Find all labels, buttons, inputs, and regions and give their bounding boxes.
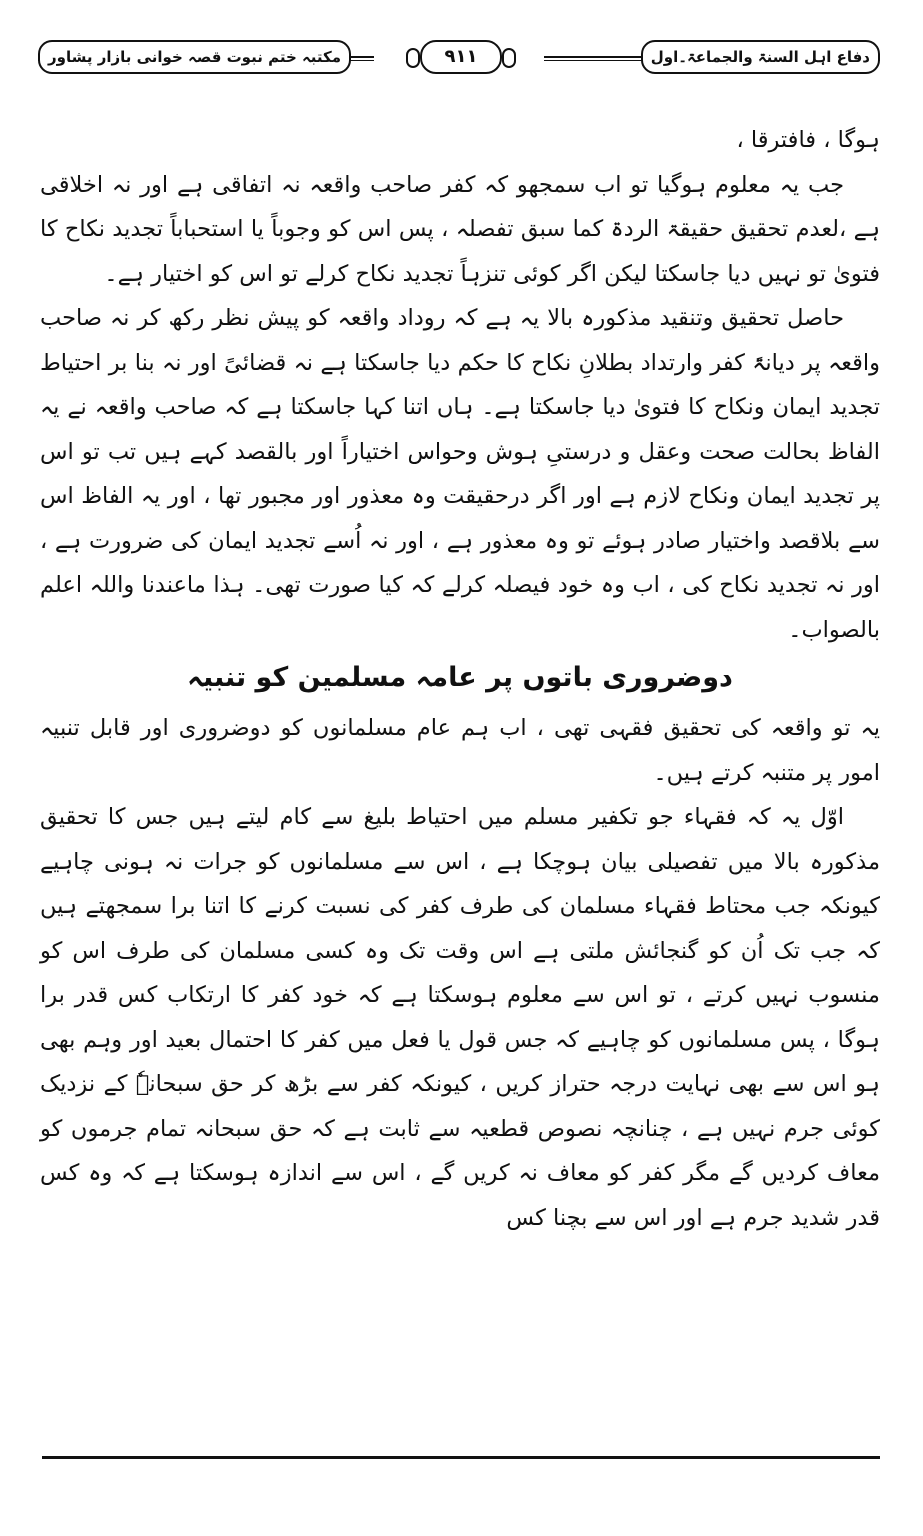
paragraph-2: جب یہ معلوم ہوگیا تو اب سمجھو کہ کفر صاحب واقعہ نہ اتفاقی ہے اور نہ اخلاقی ہے ،لعدم تحقیق حقیقۃ الردۃ کما سبق تفصلہ ، پس اس کو وجوباً یا استحباباً تجدید نکاح کا فتویٰ تو نہیں دیا جاسکتا لیکن اگر کوئی تنزہاً تجدید نکاح کرلے تو اس کو اختیار ہے۔ [40, 171, 880, 287]
footer-rule [42, 1456, 880, 1459]
section-heading: دوضروری باتوں پر عامہ مسلمین کو تنبیہ [187, 662, 733, 693]
publisher-title: مکتبہ ختم نبوت قصہ خوانی بازار پشاور [38, 40, 351, 74]
page-body [40, 118, 880, 1240]
book-title: دفاع اہل السنۃ والجماعۃ۔اول [641, 40, 880, 74]
paragraph-3: حاصل تحقیق وتنقید مذکورہ بالا یہ ہے کہ روداد واقعہ کو پیش نظر رکھ کر نہ صاحب واقعہ پر دیانۃً کفر وارتداد بطلانِ نکاح کا حکم دیا جاسکتا ہے نہ قضائیً اور نہ بنا بر احتیاط تجدید ایمان ونکاح کا فتویٰ دیا جاسکتا ہے۔ ہاں اتنا کہا جاسکتا ہے کہ صاحب واقعہ نے یہ الفاظ بحالت صحت وعقل و درستیِ ہوش وحواس اختیاراً اور بالقصد کہے ہیں تب تو اس پر تجدید ایمان ونکاح لازم ہے اور اگر درحقیقت وہ معذور اور مجبور تھا ، اور یہ الفاظ اس سے بلاقصد واختیار صادر ہوئے تو وہ معذور ہے ، اور نہ اُسے تجدید ایمان کی ضرورت ہے ، اور نہ تجدید نکاح کی ، اب وہ خود فیصلہ کرلے کہ کیا صورت تھی۔ ہذا ماعندنا واللہ اعلم بالصواب۔ [40, 305, 880, 643]
paragraph-5: اوّل یہ کہ فقہاء جو تکفیر مسلم میں احتیاط بلیغ سے کام لیتے ہیں جس کا تحقیق مذکورہ بالا میں تفصیلی بیان ہوچکا ہے ، اس سے مسلمانوں کو جرات نہ ہونی چاہیے کیونکہ جب محتاط فقہاء مسلمان کی طرف کفر کی نسبت کرنے کا اتنا برا سمجھتے ہیں کہ جب تک اُن کو گنجائش ملتی ہے اس وقت تک وہ کسی مسلمان کی طرف اس کو منسوب نہیں کرتے ، تو اس سے معلوم ہوسکتا ہے کہ خود کفر کا ارتکاب کس قدر برا ہوگا ، پس مسلمانوں کو چاہیے کہ جس قول یا فعل میں کفر کا احتمال بعید اور وہم بھی ہو اس سے بھی نہایت درجہ حتراز کریں ، کیونکہ کفر سے بڑھ کر حق سبحانہٗ کے نزدیک کوئی جرم نہیں ہے ، چنانچہ نصوص قطعیہ سے ثابت ہے کہ حق سبحانہ تمام جرموں کو معاف کردیں گے مگر کفر کو معاف نہ کریں گے ، اس سے اندازہ ہوسکتا ہے کہ وہ کس قدر شدید جرم ہے اور اس سے بچنا کس [40, 804, 880, 1231]
page-header [38, 40, 880, 74]
paragraph-4: یہ تو واقعہ کی تحقیق فقہی تھی ، اب ہم عام مسلمانوں کو دوضروری اور قابل تنبیہ امور پر متنبہ کرتے ہیں۔ [40, 715, 880, 786]
page-number: ۹۱۱ [420, 40, 502, 74]
paragraph-1: ہوگا ، فافترقا ، [736, 127, 880, 153]
